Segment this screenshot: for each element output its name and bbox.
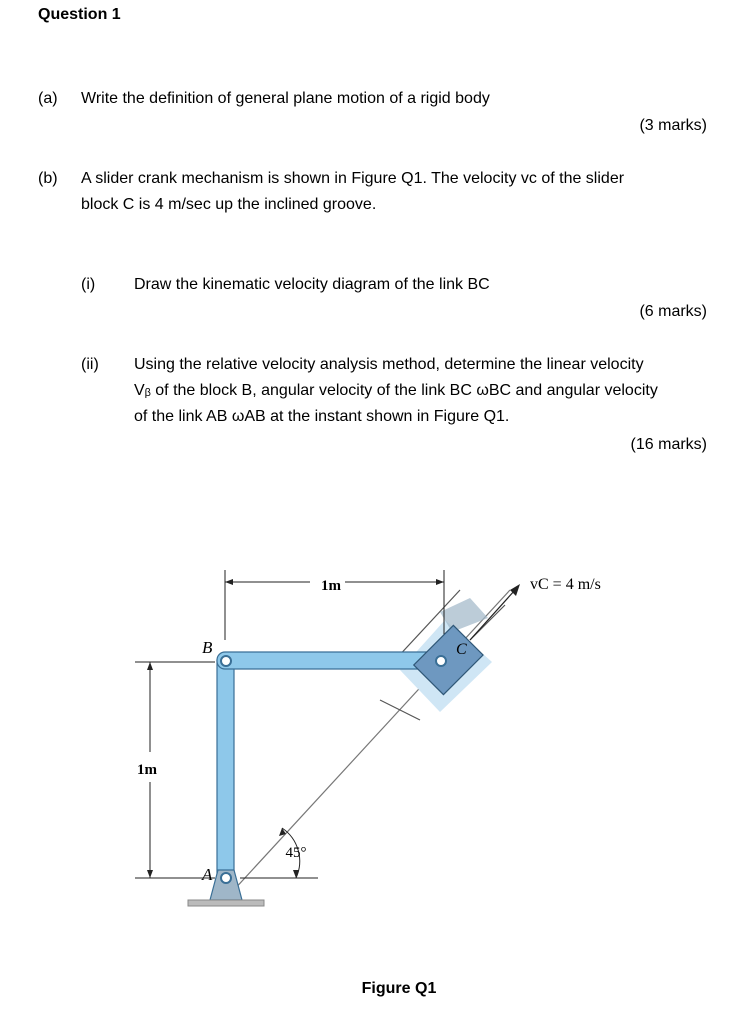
dim-left-label: 1m: [137, 762, 157, 778]
question-title: Question 1: [38, 6, 121, 23]
label-b: B: [202, 638, 213, 657]
velocity-label: vC = 4 m/s: [530, 576, 601, 593]
sub-ii-line3: of the link AB ωAB at the instant shown in Figure Q1.: [134, 408, 510, 425]
part-b-line2: block C is 4 m/sec up the inclined groove.: [81, 196, 377, 213]
pin-c: [436, 656, 446, 666]
part-a-label: (a): [38, 90, 58, 107]
part-a-marks: (3 marks): [639, 117, 707, 134]
sub-i-marks: (6 marks): [639, 303, 707, 320]
dim-top-arrow-left: [225, 579, 233, 585]
link-ab: [217, 660, 234, 875]
sub-ii-marks: (16 marks): [630, 436, 707, 453]
dim-top-arrow-right: [436, 579, 444, 585]
label-c: C: [456, 641, 467, 658]
figure-caption: Figure Q1: [361, 980, 437, 997]
dim-left-arrow-bottom: [147, 870, 153, 878]
dim-left-arrow-top: [147, 662, 153, 670]
sub-i-label: (i): [81, 276, 96, 293]
part-b-line1: A slider crank mechanism is shown in Figure Q1. The velocity vᴄ of the slider: [81, 170, 625, 187]
sub-i-text: Draw the kinematic velocity diagram of the link BC: [134, 276, 490, 293]
label-a: A: [202, 865, 213, 884]
groove-rail-lower: [380, 700, 420, 720]
sub-ii-line2: Vᵦ of the block B, angular velocity of the link BC ωBC and angular velocity: [134, 382, 658, 399]
incline-line: [220, 590, 510, 905]
dim-top-label: 1m: [321, 578, 341, 594]
pin-a: [221, 873, 231, 883]
part-a-text: Write the definition of general plane motion of a rigid body: [81, 90, 490, 107]
angle-label: 45°: [285, 845, 307, 861]
pin-b: [221, 656, 231, 666]
ground-base: [188, 900, 264, 906]
sub-ii-label: (ii): [81, 356, 99, 373]
slider-crank-figure: [0, 540, 738, 980]
part-b-label: (b): [38, 170, 58, 187]
sub-ii-line1: Using the relative velocity analysis method, determine the linear velocity: [134, 356, 644, 373]
